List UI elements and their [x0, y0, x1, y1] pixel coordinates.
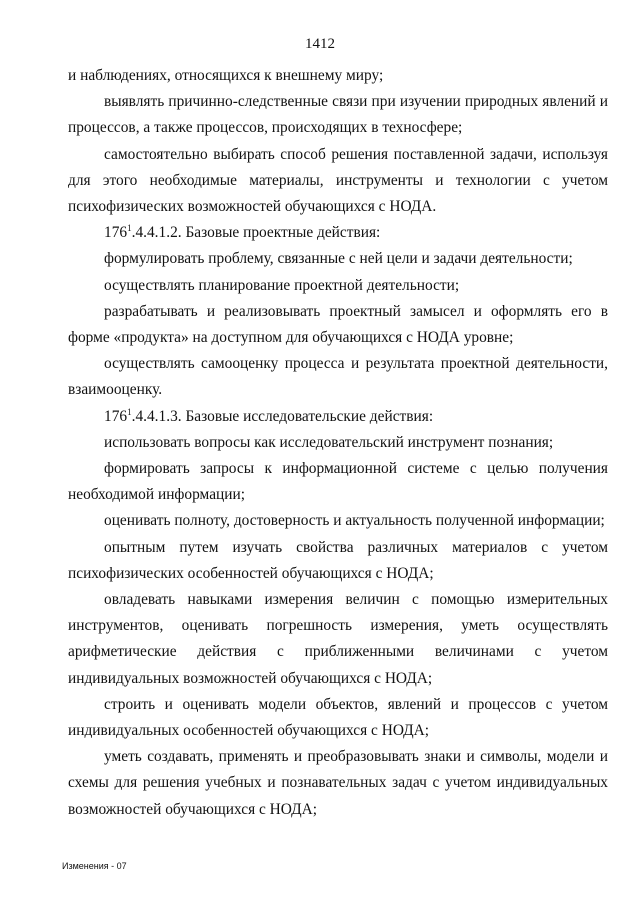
paragraph: использовать вопросы как исследовательский инструмент познания; [104, 433, 554, 451]
paragraph: опытным путем изучать свойства различных материалов с учетом психофизических особенностей обучающихся с НОДА; [68, 538, 608, 582]
document-body [68, 63, 608, 823]
paragraph: разрабатывать и реализовывать проектный замысел и оформлять его в форме «продукта» на доступном для обучающихся с НОДА уровне; [68, 302, 608, 347]
paragraph: осуществлять планирование проектной деятельности; [104, 276, 460, 294]
section-number: 176 [104, 407, 128, 425]
paragraph: выявлять причинно-следственные связи при изучении природных явлений и процессов, а также процессов, происходящих в техносфере; [68, 93, 608, 137]
paragraph: осуществлять самооценку процесса и результата проектной деятельности, взаимооценку. [68, 355, 608, 399]
paragraph: самостоятельно выбирать способ решения поставленной задачи, используя для этого необходимые материалы, инструменты и технологии с учетом психофизических возможностей обучающихся с НОДА. [68, 145, 608, 216]
section-number-superscript: 1 [127, 406, 132, 417]
paragraph: оценивать полноту, достоверность и актуальность полученной информации; [104, 512, 605, 530]
paragraph: и наблюдениях, относящихся к внешнему миру; [68, 67, 384, 84]
footer-revision-note: Изменения - 07 [62, 861, 127, 871]
paragraph: формулировать проблему, связанные с ней цели и задачи деятельности; [104, 250, 573, 268]
paragraph: строить и оценивать модели объектов, явлений и процессов с учетом индивидуальных особенностей обучающихся с НОДА; [68, 695, 608, 740]
paragraph: овладевать навыками измерения величин с помощью измерительных инструментов, оценивать погрешность измерения, уметь осуществлять арифметические действия с приближенными величинами с учетом индивидуальных возможностей обучающихся с НОДА; [68, 591, 608, 687]
paragraph: уметь создавать, применять и преобразовывать знаки и символы, модели и схемы для решения учебных и познавательных задач с учетом индивидуальных возможностей обучающихся с НОДА; [68, 748, 608, 818]
section-number-superscript: 1 [127, 223, 132, 234]
section-heading-text: .4.4.1.3. Базовые исследовательские действия: [131, 407, 434, 425]
page-number: 1412 [305, 36, 335, 52]
section-heading [68, 404, 608, 430]
section-number: 176 [104, 224, 128, 242]
paragraph: формировать запросы к информационной системе с целью получения необходимой информации; [68, 460, 608, 504]
section-heading [68, 220, 608, 246]
section-heading-text: .4.4.1.2. Базовые проектные действия: [131, 224, 381, 242]
